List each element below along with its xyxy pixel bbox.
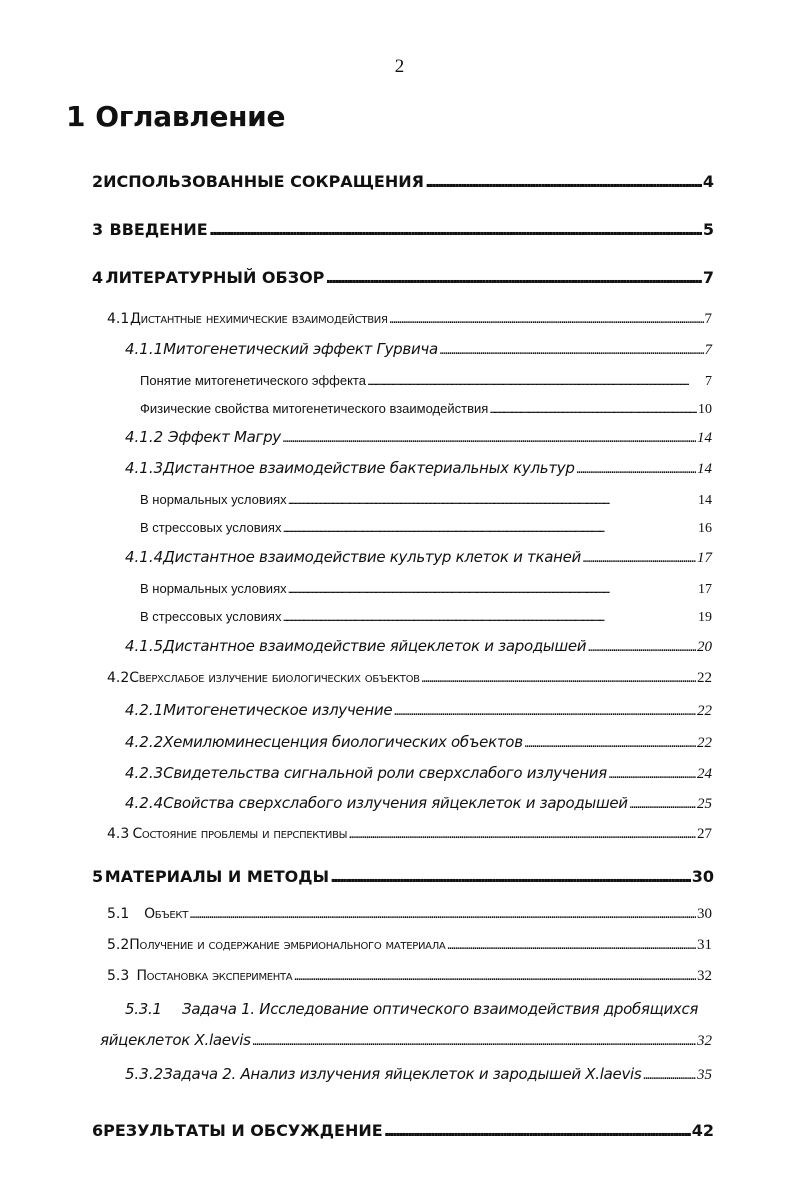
toc-entry-page: 7 [704,342,712,358]
toc-entry-5-3-2[interactable] [125,1065,712,1084]
dot-leader [524,736,696,751]
toc-entry-label: Дистантное взаимодействие культур клеток и тканей [163,548,581,566]
toc-entry-page: 17 [698,582,712,597]
toc-entry-page: 35 [697,1067,712,1083]
page-number: 2 [394,56,405,77]
toc-entry-4-1-1[interactable] [125,340,712,359]
toc-entry-page: 14 [697,430,712,446]
toc-entry-4-2-3[interactable] [125,764,712,783]
toc-entry-concept[interactable] [140,373,712,390]
toc-entry-4-1-2[interactable] [125,428,712,447]
toc-entry-label: Задача 1. Исследование оптического взаимодействия дробящихся [182,1000,699,1018]
toc-entry-label: Сверхслабое излучение биологических объектов [129,670,420,686]
toc-entry-page: 31 [697,937,712,953]
toc-entry-label: Хемилюминесценция биологических объектов [163,733,523,751]
toc-entry-number: 5.3.1 [125,1000,162,1018]
toc-entry-6[interactable] [92,1121,714,1140]
toc-entry-label: ВВЕДЕНИЕ [109,220,208,239]
toc-entry-number: 4.1.3 [125,459,164,477]
toc-entry-number: 4.2.1 [125,701,164,719]
toc-entry-label: яйцеклеток X.laevis [100,1031,251,1049]
dot-leader [209,220,702,239]
toc-entry-number: 4.2.4 [125,794,164,812]
dot-leader [325,268,701,287]
toc-entry-4-2-2[interactable] [125,733,712,752]
toc-entry-page: 42 [691,1121,714,1140]
toc-entry-label: Митогенетическое излучение [163,701,393,719]
toc-entry-label: Постановка эксперимента [136,968,293,984]
dot-leader [629,797,696,812]
toc-entry-page: 24 [697,766,712,782]
toc-entry-4-3[interactable] [107,826,712,843]
toc-entry-stress-conditions[interactable] [140,609,712,626]
toc-entry-label: Понятие митогенетического эффекта [140,373,366,388]
toc-entry-page: 14 [698,493,712,508]
toc-entry-label: Дистантное взаимодействие бактериальных культур [163,459,575,477]
toc-entry-number: 5.1 [107,906,130,922]
toc-entry-label: В нормальных условиях [140,492,287,507]
toc-entry-5-3[interactable] [107,968,712,985]
dot-leader [384,1121,691,1140]
dot-leader [587,640,696,655]
dot-leader [425,172,702,191]
toc-entry-4[interactable] [92,268,714,287]
toc-entry-number: 5.3.2 [125,1065,164,1083]
toc-entry-normal-conditions[interactable] [140,581,712,598]
toc-entry-page: 25 [697,796,712,812]
toc-entry-page: 32 [697,1033,712,1049]
toc-entry-page: 17 [697,550,712,566]
toc-entry-5-2[interactable] [107,937,712,954]
toc-entry-4-2-1[interactable] [125,701,712,720]
dot-leader [293,969,696,984]
toc-entry-label: Свидетельства сигнальной роли сверхслабого излучения [163,764,607,782]
toc-entry-number: 5.3 [107,968,130,984]
toc-entry-number: 2 [92,172,104,191]
toc-entry-number: 4.2.2 [125,733,164,751]
toc-entry-4-1[interactable] [107,311,712,328]
toc-entry-5-3-1[interactable] [125,1000,698,1018]
toc-entry-stress-conditions[interactable] [140,520,712,537]
dot-leader [288,493,697,507]
toc-entry-4-2[interactable] [107,670,712,687]
toc-entry-label: РЕЗУЛЬТАТЫ И ОБСУЖДЕНИЕ [103,1121,383,1140]
toc-entry-label: МАТЕРИАЛЫ И МЕТОДЫ [104,867,330,886]
toc-entry-number: 3 [92,220,104,239]
dot-leader [348,827,696,842]
toc-entry-physical-properties[interactable] [140,401,712,418]
toc-entry-normal-conditions[interactable] [140,492,712,509]
dot-leader [330,867,691,886]
dot-leader [393,704,696,719]
toc-entry-page: 22 [697,735,712,751]
toc-entry-label: Задача 2. Анализ излучения яйцеклеток и зародышей X.laevis [163,1065,642,1083]
toc-entry-number: 4.2.3 [125,764,164,782]
toc-entry-label: Объект [144,906,189,922]
toc-entry-label: Дистантные нехимические взаимодействия [130,311,388,327]
toc-entry-number: 5.2 [107,937,130,953]
toc-entry-page: 20 [697,639,712,655]
toc-entry-4-1-3[interactable] [125,459,712,478]
dot-leader [389,312,704,327]
toc-entry-2[interactable] [92,172,714,191]
dot-leader [489,402,697,416]
dot-leader [282,610,697,624]
dot-leader [582,551,696,566]
dot-leader [367,374,704,388]
toc-entry-4-2-4[interactable] [125,794,712,813]
toc-entry-label: Состояние проблемы и перспективы [132,826,348,842]
toc-entry-label: Эффект Магру [168,428,281,446]
toc-entry-label: ЛИТЕРАТУРНЫЙ ОБЗОР [105,268,325,287]
toc-entry-label: Свойства сверхслабого излучения яйцеклеток и зародышей [163,794,628,812]
toc-entry-number: 4.3 [107,826,130,842]
toc-entry-page: 30 [697,906,712,922]
toc-entry-number: 4 [92,268,104,287]
toc-entry-number: 4.2 [107,670,130,686]
toc-entry-number: 5 [92,867,104,886]
toc-entry-label: ИСПОЛЬЗОВАННЫЕ СОКРАЩЕНИЯ [103,172,424,191]
toc-entry-label: Митогенетический эффект Гурвича [163,340,438,358]
toc-entry-number: 6 [92,1121,104,1140]
toc-entry-3[interactable] [92,220,714,239]
toc-entry-page: 16 [698,521,712,536]
dot-leader [421,671,696,686]
toc-entry-page: 7 [702,268,714,287]
dot-leader [288,582,697,596]
toc-entry-5-3-1-continuation[interactable] [100,1031,712,1050]
dot-leader [282,521,697,535]
toc-entry-label: В нормальных условиях [140,581,287,596]
toc-entry-number: 4.1.4 [125,548,164,566]
toc-entry-number: 4.1.1 [125,340,164,358]
toc-entry-page: 10 [698,402,712,417]
dot-leader [576,462,696,477]
toc-entry-page: 27 [697,826,712,842]
toc-entry-page: 30 [691,867,714,886]
toc-entry-page: 32 [697,968,712,984]
toc-entry-4-1-4[interactable] [125,548,712,567]
toc-entry-page: 5 [702,220,714,239]
toc-entry-page: 22 [697,703,712,719]
toc-title-number: 1 [66,100,86,133]
dot-leader [252,1034,696,1049]
toc-entry-4-1-5[interactable] [125,637,712,656]
toc-entry-label: В стрессовых условиях [140,609,282,624]
toc-entry-page: 22 [697,670,712,686]
toc-entry-5[interactable] [92,867,714,886]
toc-entry-number: 4.1.5 [125,637,164,655]
toc-title-text: Оглавление [95,100,286,133]
toc-entry-5-1[interactable] [107,906,712,923]
dot-leader [642,1068,696,1083]
dot-leader [282,431,696,446]
toc-entry-number: 4.1.2 [125,428,164,446]
toc-entry-page: 7 [704,311,712,327]
toc-entry-label: Физические свойства митогенетического взаимодействия [140,401,489,416]
toc-entry-number: 4.1 [107,311,130,327]
toc-entry-page: 4 [702,172,714,191]
toc-title [66,100,285,133]
dot-leader [446,938,696,953]
toc-entry-label: Дистантное взаимодействие яйцеклеток и зародышей [163,637,587,655]
toc-entry-page: 19 [698,610,712,625]
toc-entry-page: 7 [705,374,712,389]
toc-entry-page: 14 [697,461,712,477]
dot-leader [439,343,704,358]
dot-leader [608,767,696,782]
dot-leader [189,907,696,922]
toc-entry-label: В стрессовых условиях [140,520,282,535]
toc-entry-label: Получение и содержание эмбрионального материала [129,937,446,953]
